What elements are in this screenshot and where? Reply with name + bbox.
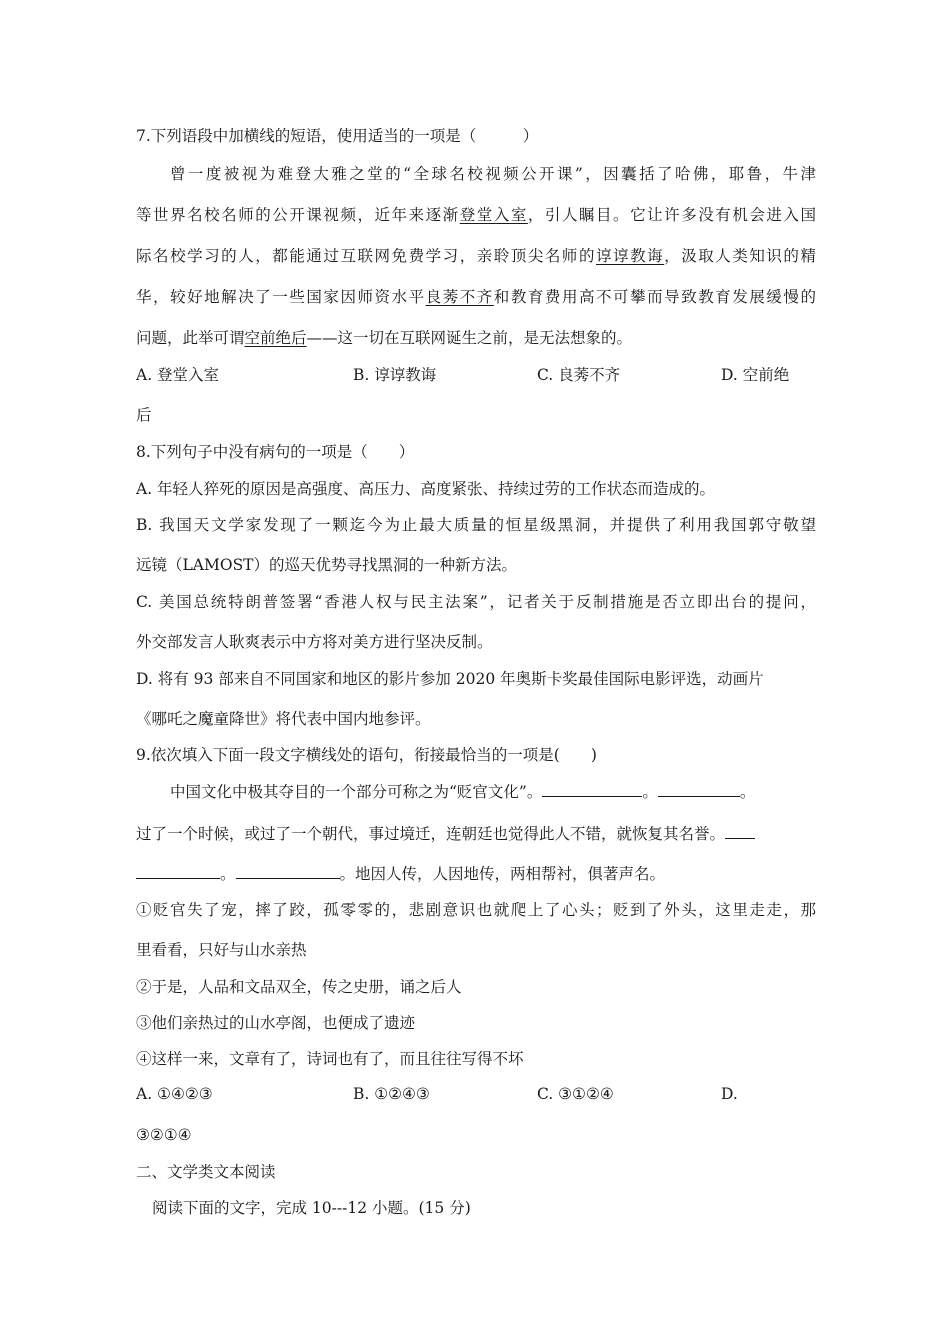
fill-blank-1 <box>542 782 642 797</box>
underlined-phrase-1: 登堂入室 <box>459 206 528 224</box>
section-title: 二、文学类文本阅读 <box>136 1163 276 1181</box>
q7-option-d-wrap: 后 <box>136 406 152 424</box>
q7-passage-line-1: 曾一度被视为难登大雅之堂的“全球名校视频公开课”，因囊括了哈佛，耶鲁，牛津 <box>170 165 816 183</box>
q9-passage-line-2: 过了一个时候，或过了一个朝代，事过境迁，连朝廷也觉得此人不错，就恢复其名誉。 <box>136 824 816 844</box>
q7-passage-line-3: 际名校学习的人，都能通过互联网免费学习，亲聆顶尖名师的谆谆教诲，汲取人类知识的精 <box>136 247 816 265</box>
section-instruction: 阅读下面的文字，完成 10---12 小题。(15 分) <box>152 1199 471 1217</box>
q9-passage-line-1: 中国文化中极其夺目的一个部分可称之为“贬官文化”。 。 。 <box>170 783 756 801</box>
q9-option-b: B. ①②④③ <box>353 1085 430 1103</box>
q8-option-c-wrap: 外交部发言人耿爽表示中方将对美方进行坚决反制。 <box>136 633 493 651</box>
q7-option-d: D. 空前绝 <box>721 366 790 384</box>
fill-blank-2 <box>658 782 740 797</box>
underlined-phrase-4: 空前绝后 <box>244 329 307 347</box>
q8-option-c: C. 美国总统特朗普签署“香港人权与民主法案”，记者关于反制措施是否立即出台的提问， <box>136 593 816 611</box>
q9-sentence-3: ③他们亲热过的山水亭阁，也便成了遗迹 <box>136 1014 416 1032</box>
q9-sentence-2: ②于是，人品和文品双全，传之史册，诵之后人 <box>136 978 462 996</box>
q8-option-a: A. 年轻人猝死的原因是高强度、高压力、高度紧张、持续过劳的工作状态而造成的。 <box>136 480 716 498</box>
q9-stem: 9.依次填入下面一段文字横线处的语句，衔接最恰当的一项是( ) <box>136 746 597 764</box>
underlined-phrase-3: 良莠不齐 <box>425 288 494 306</box>
q8-option-d: D. 将有 93 部来自不同国家和地区的影片参加 2020 年奥斯卡奖最佳国际电影评选，动画片 <box>136 670 764 688</box>
q7-option-c: C. 良莠不齐 <box>537 366 621 384</box>
q8-option-b-wrap: 远镜（LAMOST）的巡天优势寻找黑洞的一种新方法。 <box>136 556 518 574</box>
q9-sentence-1-wrap: 里看看，只好与山水亲热 <box>136 941 307 959</box>
q7-option-b: B. 谆谆教诲 <box>353 366 437 384</box>
q9-sentence-1: ①贬官失了宠，摔了跤，孤零零的，悲剧意识也就爬上了心头；贬到了外头，这里走走，那 <box>136 901 816 919</box>
q7-option-a: A. 登堂入室 <box>136 366 220 384</box>
q7-passage-line-5: 问题，此举可谓空前绝后——这一切在互联网诞生之前，是无法想象的。 <box>136 329 633 347</box>
fill-blank-4 <box>236 864 340 879</box>
q7-stem: 7.下列语段中加横线的短语，使用适当的一项是（ ） <box>136 127 539 145</box>
q8-option-b: B. 我国天文学家发现了一颗迄今为止最大质量的恒星级黑洞，并提供了利用我国郭守敬望 <box>136 516 816 534</box>
q9-option-a: A. ①④②③ <box>136 1085 213 1103</box>
q9-option-c: C. ③①②④ <box>537 1085 614 1103</box>
q7-passage-line-4: 华，较好地解决了一些国家因师资水平良莠不齐和教育费用高不可攀而导致教育发展缓慢的 <box>136 288 816 306</box>
fill-blank-3-end <box>136 864 220 879</box>
q9-sentence-4: ④这样一来，文章有了，诗词也有了，而且往往写得不坏 <box>136 1050 524 1068</box>
q7-passage-line-2: 等世界名校名师的公开课视频，近年来逐渐登堂入室，引人瞩目。它让许多没有机会进入国 <box>136 206 816 224</box>
q8-stem: 8.下列句子中没有病句的一项是（ ） <box>136 443 415 461</box>
q9-passage-line-3: 。 。地因人传，人因地传，两相帮衬，俱著声名。 <box>136 864 816 884</box>
underlined-phrase-2: 谆谆教诲 <box>596 247 665 265</box>
q9-option-d: D. <box>721 1085 738 1103</box>
q9-option-d-wrap: ③②①④ <box>136 1126 192 1144</box>
q8-option-d-wrap: 《哪吒之魔童降世》将代表中国内地参评。 <box>136 710 431 728</box>
fill-blank-3-start <box>725 824 755 839</box>
